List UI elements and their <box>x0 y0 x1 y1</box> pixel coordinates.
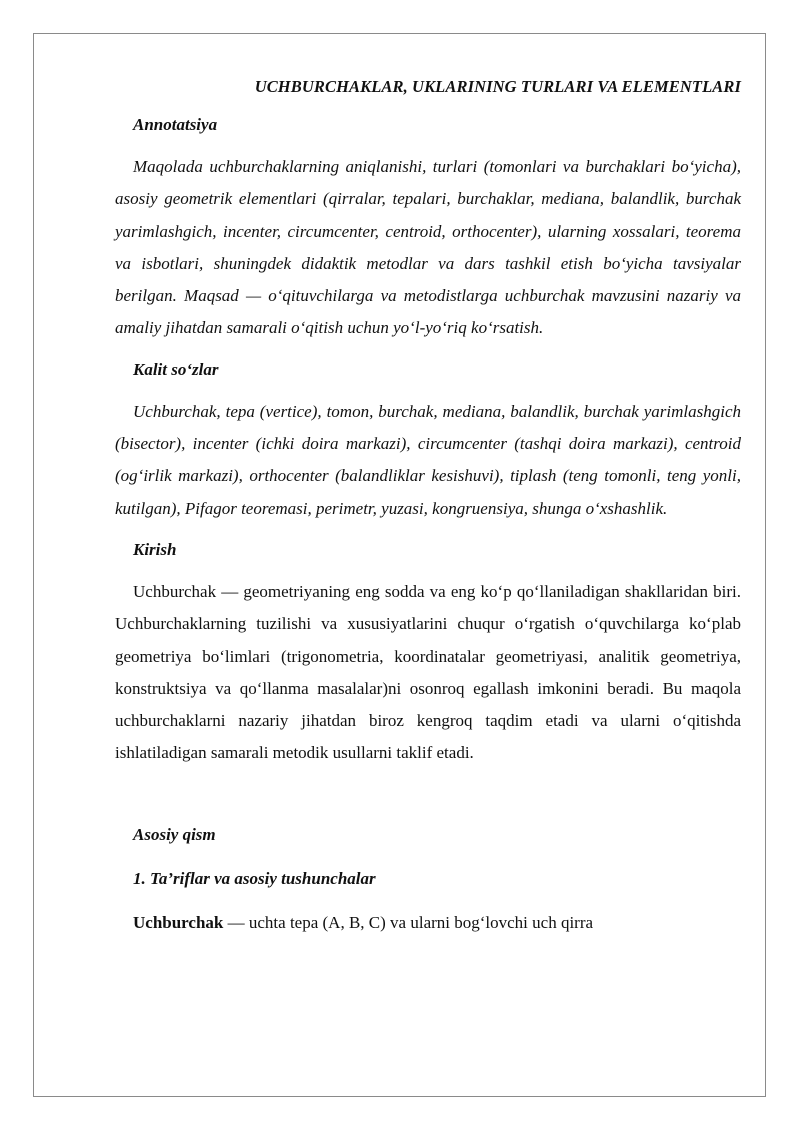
document-body <box>115 75 741 935</box>
intro-heading: Kirish <box>133 539 177 559</box>
annotation-heading: Annotatsiya <box>133 115 218 134</box>
definition-term: Uchburchak <box>133 912 224 932</box>
annotation-paragraph: Maqolada uchburchaklarning aniqlanishi, turlari (tomonlari va burchaklari bo‘yicha), asosiy geometrik elementlari (qirralar, tepalari, burchaklar, mediana, balandlik, burchak yarimlashgich, incenter, circumcenter, centroid, orthocenter), ularning xossalari, teorema va isbotlari, shuningdek didaktik metodlar va dars tashkil etish bo‘yicha tavsiyalar berilgan. Maqsad — o‘qituvchilarga va metodistlarga uchburchak mavzusini nazariy va amaliy jihatdan samarali o‘qitish uchun yo‘l-yo‘riq ko‘rsatish. <box>115 157 741 338</box>
intro-paragraph: Uchburchak — geometriyaning eng sodda va eng ko‘p qo‘llaniladigan shakllaridan biri. Uchburchaklarning tuzilishi va xususiyatlarini chuqur o‘rgatish o‘quvchilarga ko‘plab geometriya bo‘limlari (trigonometria, koordinatalar geometriyasi, analitik geometriya, konstruktsiya va qo‘llanma masalalar)ni osonroq egallash imkonini beradi. Bu maqola uchburchaklarni nazariy jihatdan biroz kengroq taqdim etadi va ularni o‘qitishda ishlatiladigan samarali metodik usullarni taklif etadi. <box>115 581 741 763</box>
definition-text: — uchta tepa (A, B, C) va ularni bog‘lovchi uch qirra <box>223 912 594 932</box>
definition-line <box>115 911 741 935</box>
keywords-heading: Kalit so‘zlar <box>133 359 219 379</box>
subsection-heading: 1. Ta’riflar va asosiy tushunchalar <box>133 868 376 888</box>
main-section-heading: Asosiy qism <box>133 824 216 844</box>
document-title: UCHBURCHAKLAR, UKLARINING TURLARI VA ELEMENTLARI <box>254 77 741 96</box>
keywords-paragraph: Uchburchak, tepa (vertice), tomon, burchak, mediana, balandlik, burchak yarimlashgich (bisector), incenter (ichki doira markazi), circumcenter (tashqi doira markazi), centroid (og‘irlik markazi), orthocenter (balandliklar kesishuvi), tiplash (teng tomonli, teng yonli, kutilgan), Pifagor teoremasi, perimetr, yuzasi, kongruensiya, shunga o‘xshashlik. <box>115 401 741 518</box>
